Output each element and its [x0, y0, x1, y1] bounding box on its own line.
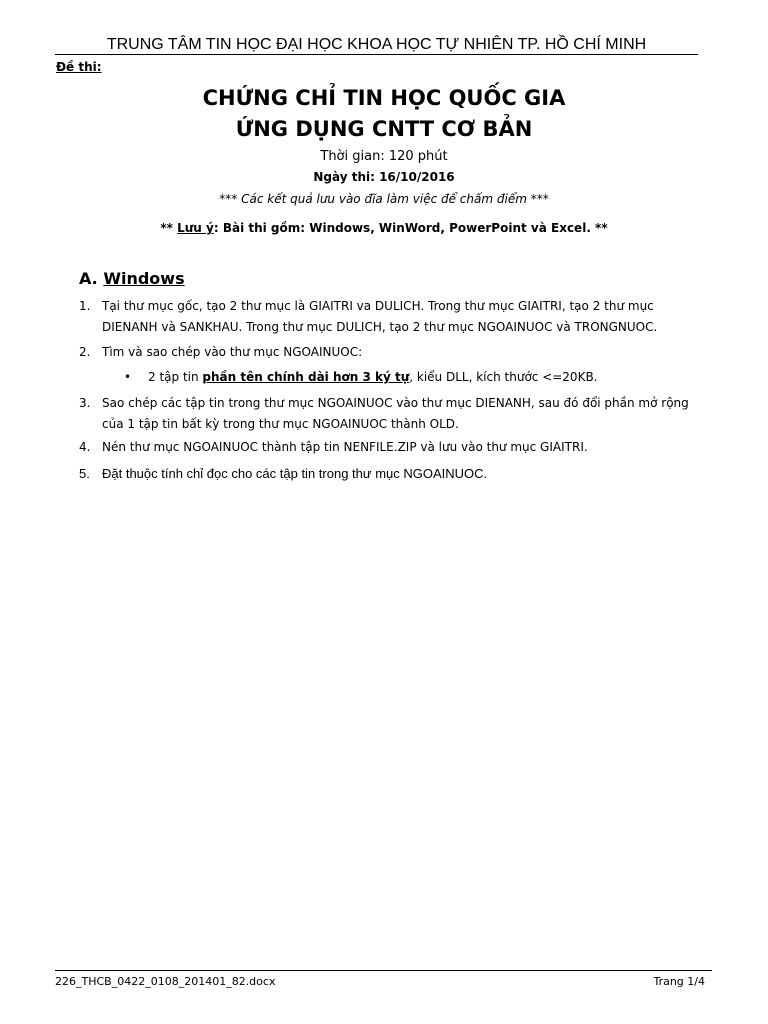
- section-heading: [79, 269, 185, 288]
- bullet-suffix: , kiểu DLL, kích thước <=20KB.: [409, 370, 598, 384]
- section-letter: A.: [79, 269, 104, 288]
- exam-note: *** Các kết quả lưu vào đĩa làm việc để chấm điểm ***: [219, 192, 549, 206]
- page-footer: [55, 970, 712, 988]
- bullet-marker: •: [124, 370, 132, 384]
- exam-title-line2: ỨNG DỤNG CNTT CƠ BẢN: [235, 117, 533, 141]
- institution-name: TRUNG TÂM TIN HỌC ĐẠI HỌC KHOA HỌC TỰ NHIÊN TP. HỒ CHÍ MINH: [106, 36, 647, 53]
- list-item-number: 4.: [79, 440, 91, 454]
- exam-title-line1: CHỨNG CHỈ TIN HỌC QUỐC GIA: [202, 86, 566, 110]
- list-item-text: Nén thư mục NGOAINUOC thành tập tin NENFILE.ZIP và lưu vào thư mục GIAITRI.: [102, 440, 588, 454]
- exam-duration: Thời gian: 120 phút: [320, 149, 448, 164]
- exam-date: Ngày thi: 16/10/2016: [313, 170, 455, 184]
- notice-prefix: **: [160, 221, 178, 235]
- exam-notice: [0, 221, 768, 235]
- list-item-number: 5.: [79, 466, 90, 481]
- footer-filename: 226_THCB_0422_0108_201401_82.docx: [55, 975, 276, 988]
- page-header: [55, 36, 698, 55]
- bullet-prefix: 2 tập tin: [148, 370, 203, 384]
- list-item-text: Đặt thuộc tính chỉ đọc cho các tập tin trong thư mục NGOAINUOC.: [102, 466, 488, 481]
- notice-label: Lưu ý: [177, 221, 214, 235]
- list-item-text: Tại thư mục gốc, tạo 2 thư mục là GIAITRI va DULICH. Trong thư mục GIAITRI, tạo 2 thư mục DIENANH và SANKHAU. Trong thư mục DULICH, tạo 2 thư mục NGOAINUOC và TRONGNUOC.: [102, 299, 658, 334]
- list-item-number: 1.: [79, 299, 91, 313]
- footer-page-number: Trang 1/4: [653, 975, 705, 988]
- bullet-emphasis: phần tên chính dài hơn 3 ký tự: [202, 370, 410, 384]
- exam-label: Đề thi:: [56, 60, 102, 74]
- bullet-text: [148, 367, 598, 388]
- notice-text: : Bài thi gồm: Windows, WinWord, PowerPoint và Excel. **: [213, 221, 608, 235]
- list-item-text: Sao chép các tập tin trong thư mục NGOAINUOC vào thư mục DIENANH, sau đó đổi phần mở rộng của 1 tập tin bất kỳ trong thư mục NGOAINUOC thành OLD.: [102, 396, 689, 431]
- section-title: Windows: [103, 269, 185, 288]
- list-item-text: Tìm và sao chép vào thư mục NGOAINUOC:: [102, 345, 363, 359]
- list-item-number: 2.: [79, 345, 91, 359]
- list-item-number: 3.: [79, 396, 91, 410]
